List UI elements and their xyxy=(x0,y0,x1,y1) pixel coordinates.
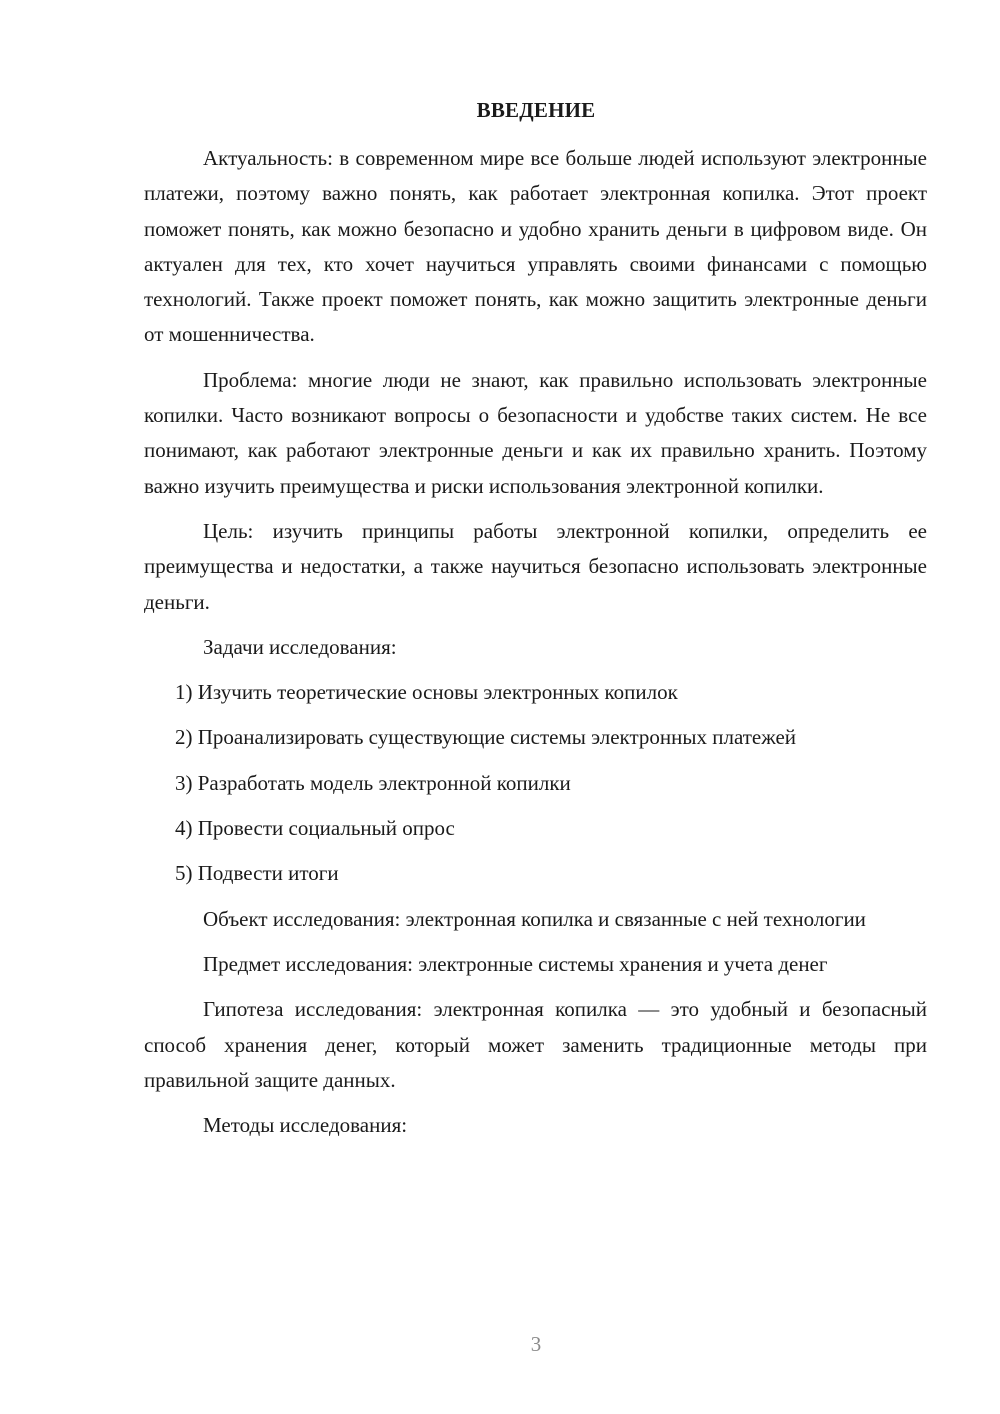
paragraph-goal: Цель: изучить принципы работы электронной копилки, определить ее преимущества и недостатки, а также научиться безопасно использовать электронные деньги. xyxy=(144,518,927,614)
list-item: 2) Проанализировать существующие системы электронных платежей xyxy=(175,725,797,750)
list-item: 1) Изучить теоретические основы электронных копилок xyxy=(175,680,678,705)
list-item: 4) Провести социальный опрос xyxy=(175,816,455,841)
paragraph-tasks-heading: Задачи исследования: xyxy=(203,634,397,659)
list-item: 5) Подвести итоги xyxy=(175,861,339,886)
section-title: ВВЕДЕНИЕ xyxy=(476,98,596,122)
page-number: 3 xyxy=(530,1332,542,1356)
paragraph-methods-heading: Методы исследования: xyxy=(203,1113,408,1138)
paragraph-object: Объект исследования: электронная копилка и связанные с ней технологии xyxy=(203,906,866,931)
page-body xyxy=(144,141,927,1153)
paragraph-subject: Предмет исследования: электронные системы хранения и учета денег xyxy=(203,951,828,976)
paragraph-relevance: Актуальность: в современном мире все больше людей используют электронные платежи, поэтому важно понять, как работает электронная копилка. Этот проект поможет понять, как можно безопасно и удобно хранить деньги в цифровом виде. Он актуален для тех, кто хочет научиться управлять своими финансами с помощью технологий. Также проект поможет понять, как можно защитить электронные деньги от мошенничества. xyxy=(144,146,927,347)
tasks-list xyxy=(144,675,927,891)
paragraph-hypothesis: Гипотеза исследования: электронная копилка — это удобный и безопасный способ хранения денег, который может заменить традиционные методы при правильной защите данных. xyxy=(144,997,927,1092)
paragraph-problem: Проблема: многие люди не знают, как правильно использовать электронные копилки. Часто возникают вопросы о безопасности и удобстве таких систем. Не все понимают, как работают электронные деньги и как их правильно хранить. Поэтому важно изучить преимущества и риски использования электронной копилки. xyxy=(144,367,927,498)
list-item: 3) Разработать модель электронной копилки xyxy=(175,770,571,795)
